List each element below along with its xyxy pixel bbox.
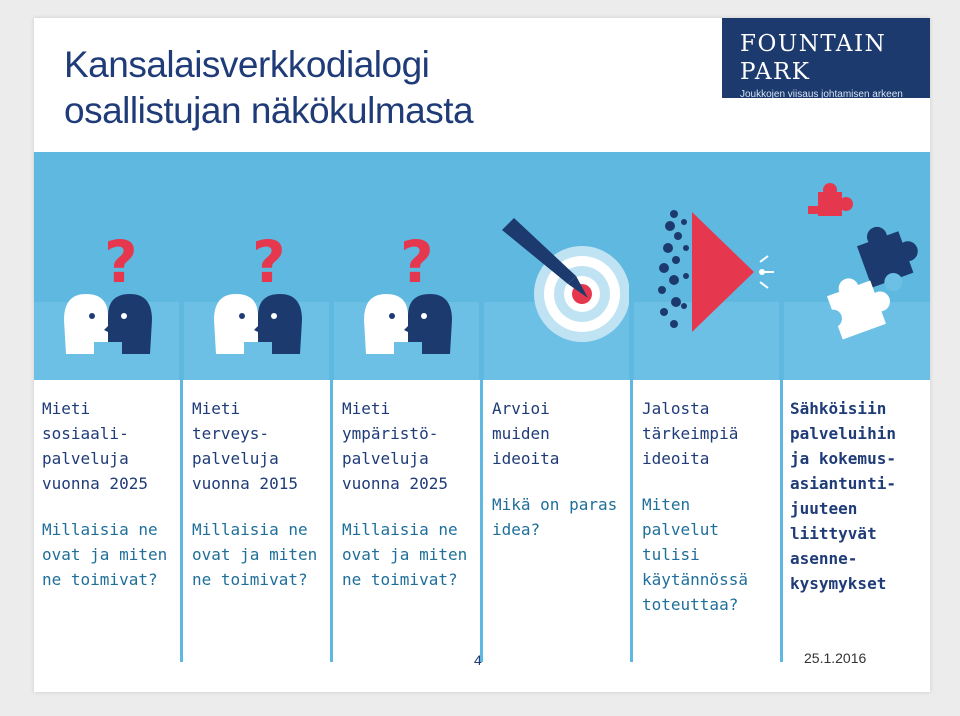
column-refine-ideas bbox=[642, 396, 782, 617]
column-attitude-questions bbox=[790, 396, 928, 596]
slide bbox=[34, 18, 930, 692]
target-arrow-icon bbox=[484, 152, 629, 380]
column-question: Millaisia ne ovat ja miten ne toimivat? bbox=[342, 520, 468, 589]
column-question: Millaisia ne ovat ja miten ne toimivat? bbox=[42, 520, 168, 589]
column-heading: Mieti sosiaali- palveluja vuonna 2025 bbox=[42, 399, 148, 493]
column-question: Millaisia ne ovat ja miten ne toimivat? bbox=[192, 520, 318, 589]
column-question: Mikä on paras idea? bbox=[492, 495, 618, 539]
heads-question-icon bbox=[34, 152, 179, 380]
column-heading: Mieti ympäristö- palveluja vuonna 2025 bbox=[342, 399, 448, 493]
logo-name: FOUNTAIN PARK bbox=[740, 31, 887, 85]
slide-date: 25.1.2016 bbox=[804, 650, 867, 666]
column-health-services bbox=[192, 396, 332, 592]
puzzle-icon bbox=[784, 152, 929, 380]
heads-question-icon bbox=[184, 152, 329, 380]
column-social-services bbox=[42, 396, 182, 592]
column-heading: Sähköisiin palveluihin ja kokemus- asiantunti- juuteen liittyvät asenne- kysymykset bbox=[790, 399, 896, 593]
svg-text:?: ? bbox=[252, 228, 286, 296]
svg-text:?: ? bbox=[104, 228, 138, 296]
column-heading: Jalosta tärkeimpiä ideoita bbox=[642, 399, 739, 468]
column-heading: Arvioi muiden ideoita bbox=[492, 399, 560, 468]
slide-title bbox=[64, 42, 664, 134]
page-number: 4 bbox=[474, 652, 482, 668]
column-heading: Mieti terveys- palveluja vuonna 2015 bbox=[192, 399, 298, 493]
heads-question-icon bbox=[334, 152, 479, 380]
column-environment-services bbox=[342, 396, 482, 592]
title-line-1: Kansalaisverkkodialogi bbox=[64, 44, 430, 85]
logo-tagline: Joukkojen viisaus johtamisen arkeen bbox=[740, 89, 903, 100]
funnel-triangle-icon bbox=[634, 152, 779, 380]
column-evaluate-ideas bbox=[492, 396, 632, 542]
column-question: Miten palvelut tulisi käytännössä toteuttaa? bbox=[642, 495, 748, 614]
title-line-2: osallistujan näkökulmasta bbox=[64, 90, 474, 131]
svg-text:?: ? bbox=[400, 228, 434, 296]
fountain-park-logo bbox=[722, 18, 930, 98]
